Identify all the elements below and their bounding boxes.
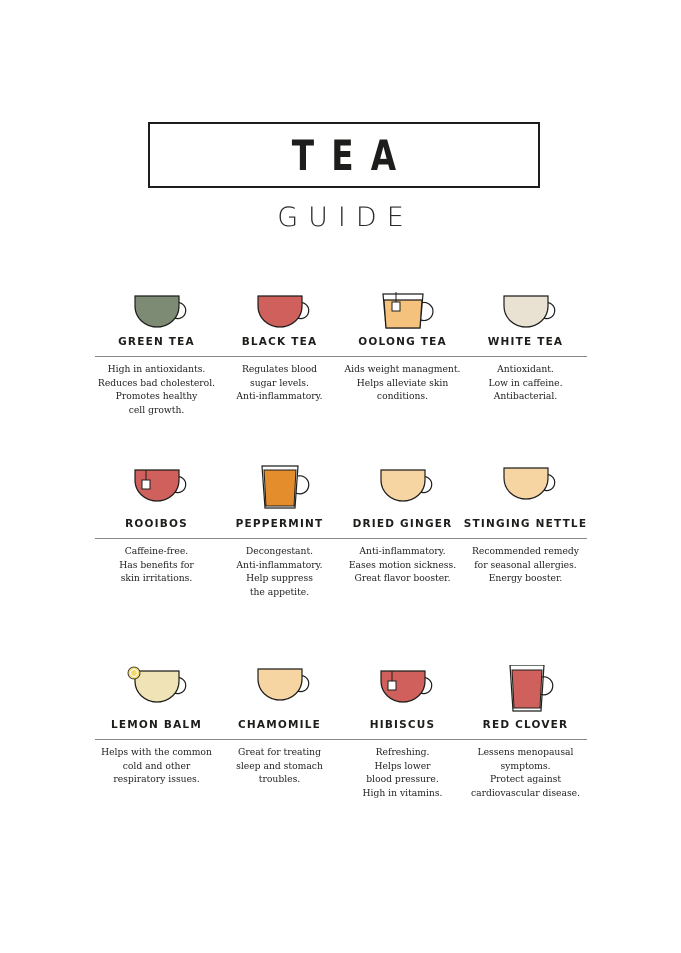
tea-cup-icon [486,290,566,340]
tea-cup-icon [363,464,443,514]
tea-description-line: Decongestant. [245,546,314,557]
tea-description-line: Energy booster. [488,573,563,584]
tea-cup-icon [240,464,320,514]
tea-description [452,545,599,586]
tea-description-line: Anti-inflammatory. [236,559,323,571]
tea-cup-icon [240,665,320,715]
tea-description-line: Antioxidant. [497,364,554,375]
tea-name: OOLONG TEA [358,336,447,348]
tea-card [341,665,464,845]
tea-cup-icon [363,290,443,340]
tea-name: CHAMOMILE [237,719,321,731]
tea-description-line: cold and other [122,760,191,772]
tea-description-line: Anti-inflammatory. [359,546,446,557]
tea-name: ROOIBOS [125,518,188,530]
tea-card [218,290,341,470]
tea-description-line: Lessens menopausal [477,747,574,758]
tea-cup-icon [486,665,566,715]
tea-description-line: High in vitamins. [362,787,443,799]
tea-row [95,464,587,644]
title-box [148,122,540,188]
tea-description-line: Antibacterial. [493,391,558,402]
tea-description-line: Reduces bad cholesterol. [97,377,216,389]
tea-description-line: Helps alleviate skin [356,377,449,389]
tea-name: RED CLOVER [482,719,569,731]
tea-cup-icon [486,464,566,514]
tea-description-line: sleep and stomach [236,760,323,772]
tea-card [341,464,464,644]
tea-card [464,290,587,470]
tea-name: PEPPERMINT [235,518,324,530]
tea-description-line: Has benefits for [119,559,194,571]
page-subtitle: GUIDE [277,202,414,233]
tea-description-line: Caffeine-free. [124,546,189,557]
tea-description-line: Great flavor booster. [354,573,451,584]
tea-description-line: for seasonal allergies. [474,559,577,571]
tea-card [464,464,587,644]
tea-cup-icon [117,665,197,715]
tea-row [95,290,587,470]
tea-description-line: Great for treating [238,747,321,758]
tea-description-line: symptoms. [500,760,551,772]
tea-description-line: High in antioxidants. [107,364,206,375]
tea-card [95,290,218,470]
tea-cup-icon [117,464,197,514]
tea-description-line: Aids weight managment. [344,364,461,375]
tea-card [218,464,341,644]
tea-name: BLACK TEA [241,336,318,348]
tea-description-line: Regulates blood [241,364,318,375]
tea-card [464,665,587,845]
tea-description-line: Recommended remedy [472,546,579,557]
tea-card [95,665,218,845]
tea-name: GREEN TEA [118,336,195,348]
tea-description-line: Protect against [489,774,562,785]
tea-description-line: troubles. [258,774,301,785]
tea-name: HIBISCUS [369,719,436,731]
tea-card [218,665,341,845]
tea-description-line: Helps lower [374,760,431,772]
tea-name: LEMON BALM [111,719,202,731]
tea-description [452,746,599,800]
tea-row [95,665,587,845]
tea-description-line: blood pressure. [366,774,439,785]
tea-description-line: Eases motion sickness. [348,559,457,571]
tea-cup-icon [240,290,320,340]
tea-name: WHITE TEA [487,336,564,348]
tea-cup-icon [117,290,197,340]
tea-cup-icon [363,665,443,715]
tea-description-line: Refreshing. [375,747,430,758]
tea-description-line: Low in caffeine. [488,377,563,389]
tea-description-line: conditions. [376,391,429,402]
tea-card [95,464,218,644]
tea-name: DRIED GINGER [352,518,453,530]
tea-name: STINGING NETTLE [463,518,588,530]
tea-description-line: sugar levels. [250,377,309,389]
tea-description-line: the appetite. [249,586,310,598]
tea-description-line: cell growth. [128,404,185,416]
tea-description [452,363,599,404]
tea-description-line: respiratory issues. [113,774,200,785]
tea-description-line: cardiovascular disease. [470,787,581,799]
page-title: TEA [291,130,414,180]
tea-description-line: Help suppress [246,573,313,584]
tea-description-line: Anti-inflammatory. [236,391,323,402]
tea-card [341,290,464,470]
tea-description-line: skin irritations. [120,573,193,584]
tea-description-line: Helps with the common [101,747,212,758]
tea-description-line: Promotes healthy [115,391,198,402]
